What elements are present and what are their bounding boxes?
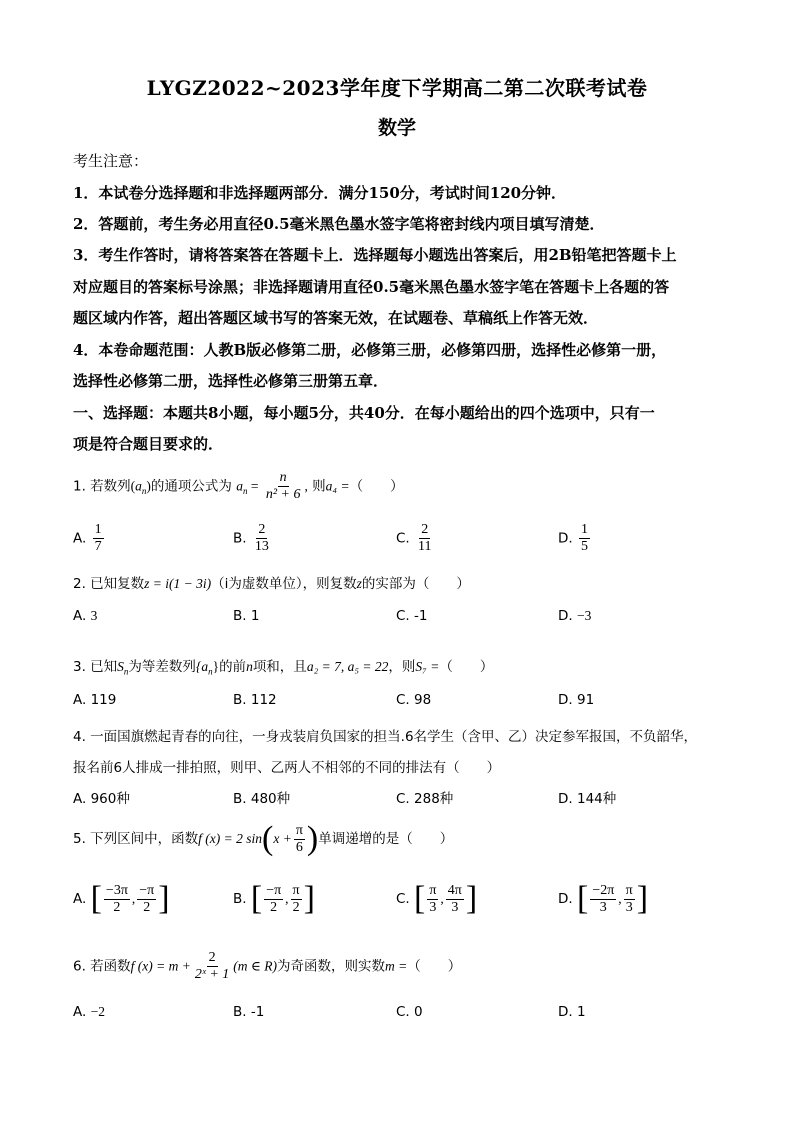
note-3c: 题区域内作答，超出答题区域书写的答案无效，在试题卷、草稿纸上作答无效． <box>73 309 599 327</box>
q4-option-a: A. 960种 <box>73 791 130 807</box>
q5-option-d: D. [ $\frac{-2\pi}{3}$ , $\frac{\pi}{3}$ ] <box>558 880 649 917</box>
note-4a: 4．本卷命题范围：人教B版必修第二册，必修第三册，必修第四册，选择性必修第一册， <box>73 341 667 359</box>
q2-option-d: D. −3 <box>558 608 592 624</box>
section-heading-line1: 一、选择题：本题共8小题，每小题5分，共40分．在每小题给出的四个选项中，只有一 <box>73 404 655 422</box>
question-4-line2: 报名前6人排成一排拍照，则甲、乙两人不相邻的不同的排法有（ ） <box>73 760 501 776</box>
q1-option-b: B. $\frac{2}{13}$ <box>233 522 269 554</box>
q6-option-c: C. 0 <box>396 1004 423 1020</box>
q1-formula-fraction: $\frac{n}{\text{n² + 6}}$ <box>265 470 301 502</box>
section-heading-line2: 项是符合题目要求的． <box>73 435 224 453</box>
q5-option-b: B. [ $\frac{-\pi}{2}$ , $\frac{\pi}{2}$ ] <box>233 880 315 917</box>
q1-option-a: A. $\frac{1}{7}$ <box>73 522 102 554</box>
note-4b: 选择性必修第二册，选择性必修第三册第五章． <box>73 372 389 390</box>
q3-option-a: A. 119 <box>73 692 117 708</box>
q2-option-c: C. -1 <box>396 608 428 624</box>
q3-option-b: B. 112 <box>233 692 277 708</box>
note-1: 1．本试卷分选择题和非选择题两部分．满分150分，考试时间120分钟． <box>73 184 567 202</box>
note-3b: 对应题目的答案标号涂黑；非选择题请用直径0.5毫米黑色墨水签字笔在答题卡上各题的答 <box>73 278 670 296</box>
q2-option-a: A. 3 <box>73 608 98 624</box>
subject-title: 数学 <box>377 117 416 139</box>
exam-title: LYGZ2022~2023学年度下学期高二第二次联考试卷 <box>146 76 648 100</box>
question-1: 1. 若数列$(a_n)$的通项公式为 $a_n$ = $\frac{n}{\text{n² + 6}}$ , 则a₄ =（ ） <box>73 470 404 502</box>
q1-option-c: C. $\frac{2}{11}$ <box>396 522 432 554</box>
q4-option-d: D. 144种 <box>558 791 617 807</box>
q3-option-c: C. 98 <box>396 692 432 708</box>
q6-option-b: B. -1 <box>233 1004 265 1020</box>
question-3: 3. 已知$S_n$为等差数列$\{a_n\}$的前n项和，且a₂ = 7, a₅ = 22，则S₇ =（ ） <box>73 659 494 677</box>
q5-option-c: C. [ $\frac{\pi}{3}$ , $\frac{4\pi}{3}$ ] <box>396 880 478 917</box>
q2-option-b: B. 1 <box>233 608 260 624</box>
note-3a: 3．考生作答时，请将答案答在答题卡上．选择题每小题选出答案后，用2B铅笔把答题卡上 <box>73 246 677 264</box>
q4-option-c: C. 288种 <box>396 791 454 807</box>
notes-heading: 考生注意： <box>73 152 149 170</box>
note-2: 2．答题前，考生务必用直径0.5毫米黑色墨水签字笔将密封线内项目填写清楚． <box>73 215 605 233</box>
question-2: 2. 已知复数z = i(1 − 3i)（i为虚数单位），则复数z的实部为（ ） <box>73 576 470 592</box>
q6-option-d: D. 1 <box>558 1004 586 1020</box>
q3-option-d: D. 91 <box>558 692 595 708</box>
q1-option-d: D. $\frac{1}{5}$ <box>558 522 588 554</box>
question-6: 6. 若函数f (x) = m + $\frac{2}{\text{2ˣ + 1}}$ (m ∈ R)为奇函数，则实数m =（ ） <box>73 950 462 982</box>
q6-option-a: A. −2 <box>73 1004 105 1020</box>
q4-option-b: B. 480种 <box>233 791 291 807</box>
question-4-line1: 4. 一面国旗燃起青春的向往，一身戎装肩负国家的担当.6名学生（含甲、乙）决定参军报国，不负韶华， <box>73 729 698 745</box>
q5-option-a: A. [ $\frac{-3\pi}{2}$ , $\frac{-\pi}{2}$ ] <box>73 880 170 917</box>
question-5: 5. 下列区间中，函数f (x) = 2 sin(x + $\frac{\pi}{6}$ )单调递增的是（ ） <box>73 820 454 857</box>
